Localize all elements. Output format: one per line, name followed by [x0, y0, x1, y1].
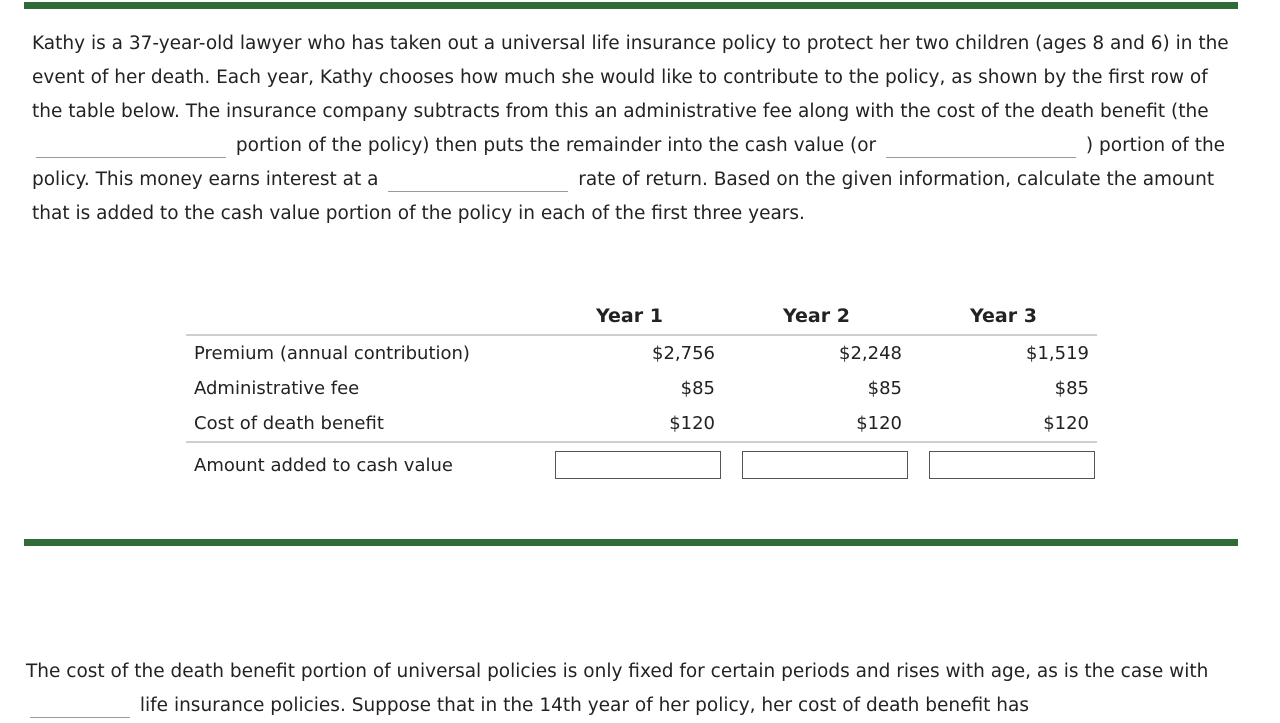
problem-2-seg-1: The cost of the death benefit portion of universal policies is only fixed for certain periods and rises with age, as is the case with [26, 661, 1209, 682]
header-year-1: Year 1 [536, 298, 723, 335]
cash-value-year-3-input[interactable] [929, 451, 1095, 479]
table-row-death-benefit [186, 406, 1097, 442]
cell-value: $2,756 [652, 343, 715, 364]
problem-2-text [26, 655, 1236, 723]
blank-policy-type[interactable] [30, 697, 130, 718]
blank-cash-value-portion[interactable] [886, 137, 1076, 158]
cell-value: $85 [1054, 378, 1089, 399]
table-row-cash-value [186, 442, 1097, 487]
cash-value-year-2-input[interactable] [742, 451, 908, 479]
cell-value: $1,519 [1026, 343, 1089, 364]
blank-death-benefit-portion[interactable] [36, 137, 226, 158]
problem-1-seg-1: Kathy is a 37-year-old lawyer who has taken out a universal life insurance policy to protect her two children (ages 8 and 6) in the event of her death. Each year, Kathy chooses how much she would like to contribute to the policy, as shown by the first row of the table below. The insurance company subtracts from this an administrative fee along with the cost of the death benefit (the [32, 33, 1229, 122]
row-label: Cost of death benefit [186, 406, 536, 442]
header-blank [186, 298, 536, 335]
row-label: Premium (annual contribution) [194, 343, 470, 364]
problem-1-seg-4: rate of return. Based on the given information, calculate the amount that is added to the cash value portion of the policy in each of the first three years. [32, 169, 1215, 224]
top-divider [24, 2, 1238, 9]
section-divider [24, 539, 1238, 546]
problem-1-seg-3: ) portion of the policy. This money earns interest at a [32, 135, 1226, 190]
problem-1-text [32, 27, 1237, 231]
row-label: Amount added to cash value [194, 454, 453, 476]
table-row-premium [186, 335, 1097, 371]
table-header-row [186, 298, 1097, 335]
cash-value-year-1-input[interactable] [555, 451, 721, 479]
cell-value: $85 [680, 378, 715, 399]
cell-value: $2,248 [839, 343, 902, 364]
cell-value: $120 [536, 406, 723, 442]
cell-value: $120 [723, 406, 910, 442]
policy-table [186, 298, 1097, 487]
header-year-3: Year 3 [910, 298, 1097, 335]
row-label: Administrative fee [194, 378, 360, 399]
problem-2-seg-2: life insurance policies. Suppose that in the 14th year of her policy, her cost of death benefit has [139, 695, 1030, 716]
header-year-2: Year 2 [723, 298, 910, 335]
problem-1-seg-2: portion of the policy) then puts the remainder into the cash value (or [235, 135, 877, 156]
blank-rate-of-return[interactable] [388, 171, 568, 192]
table-row-admin-fee [186, 371, 1097, 406]
cell-value: $85 [867, 378, 902, 399]
cell-value: $120 [910, 406, 1097, 442]
